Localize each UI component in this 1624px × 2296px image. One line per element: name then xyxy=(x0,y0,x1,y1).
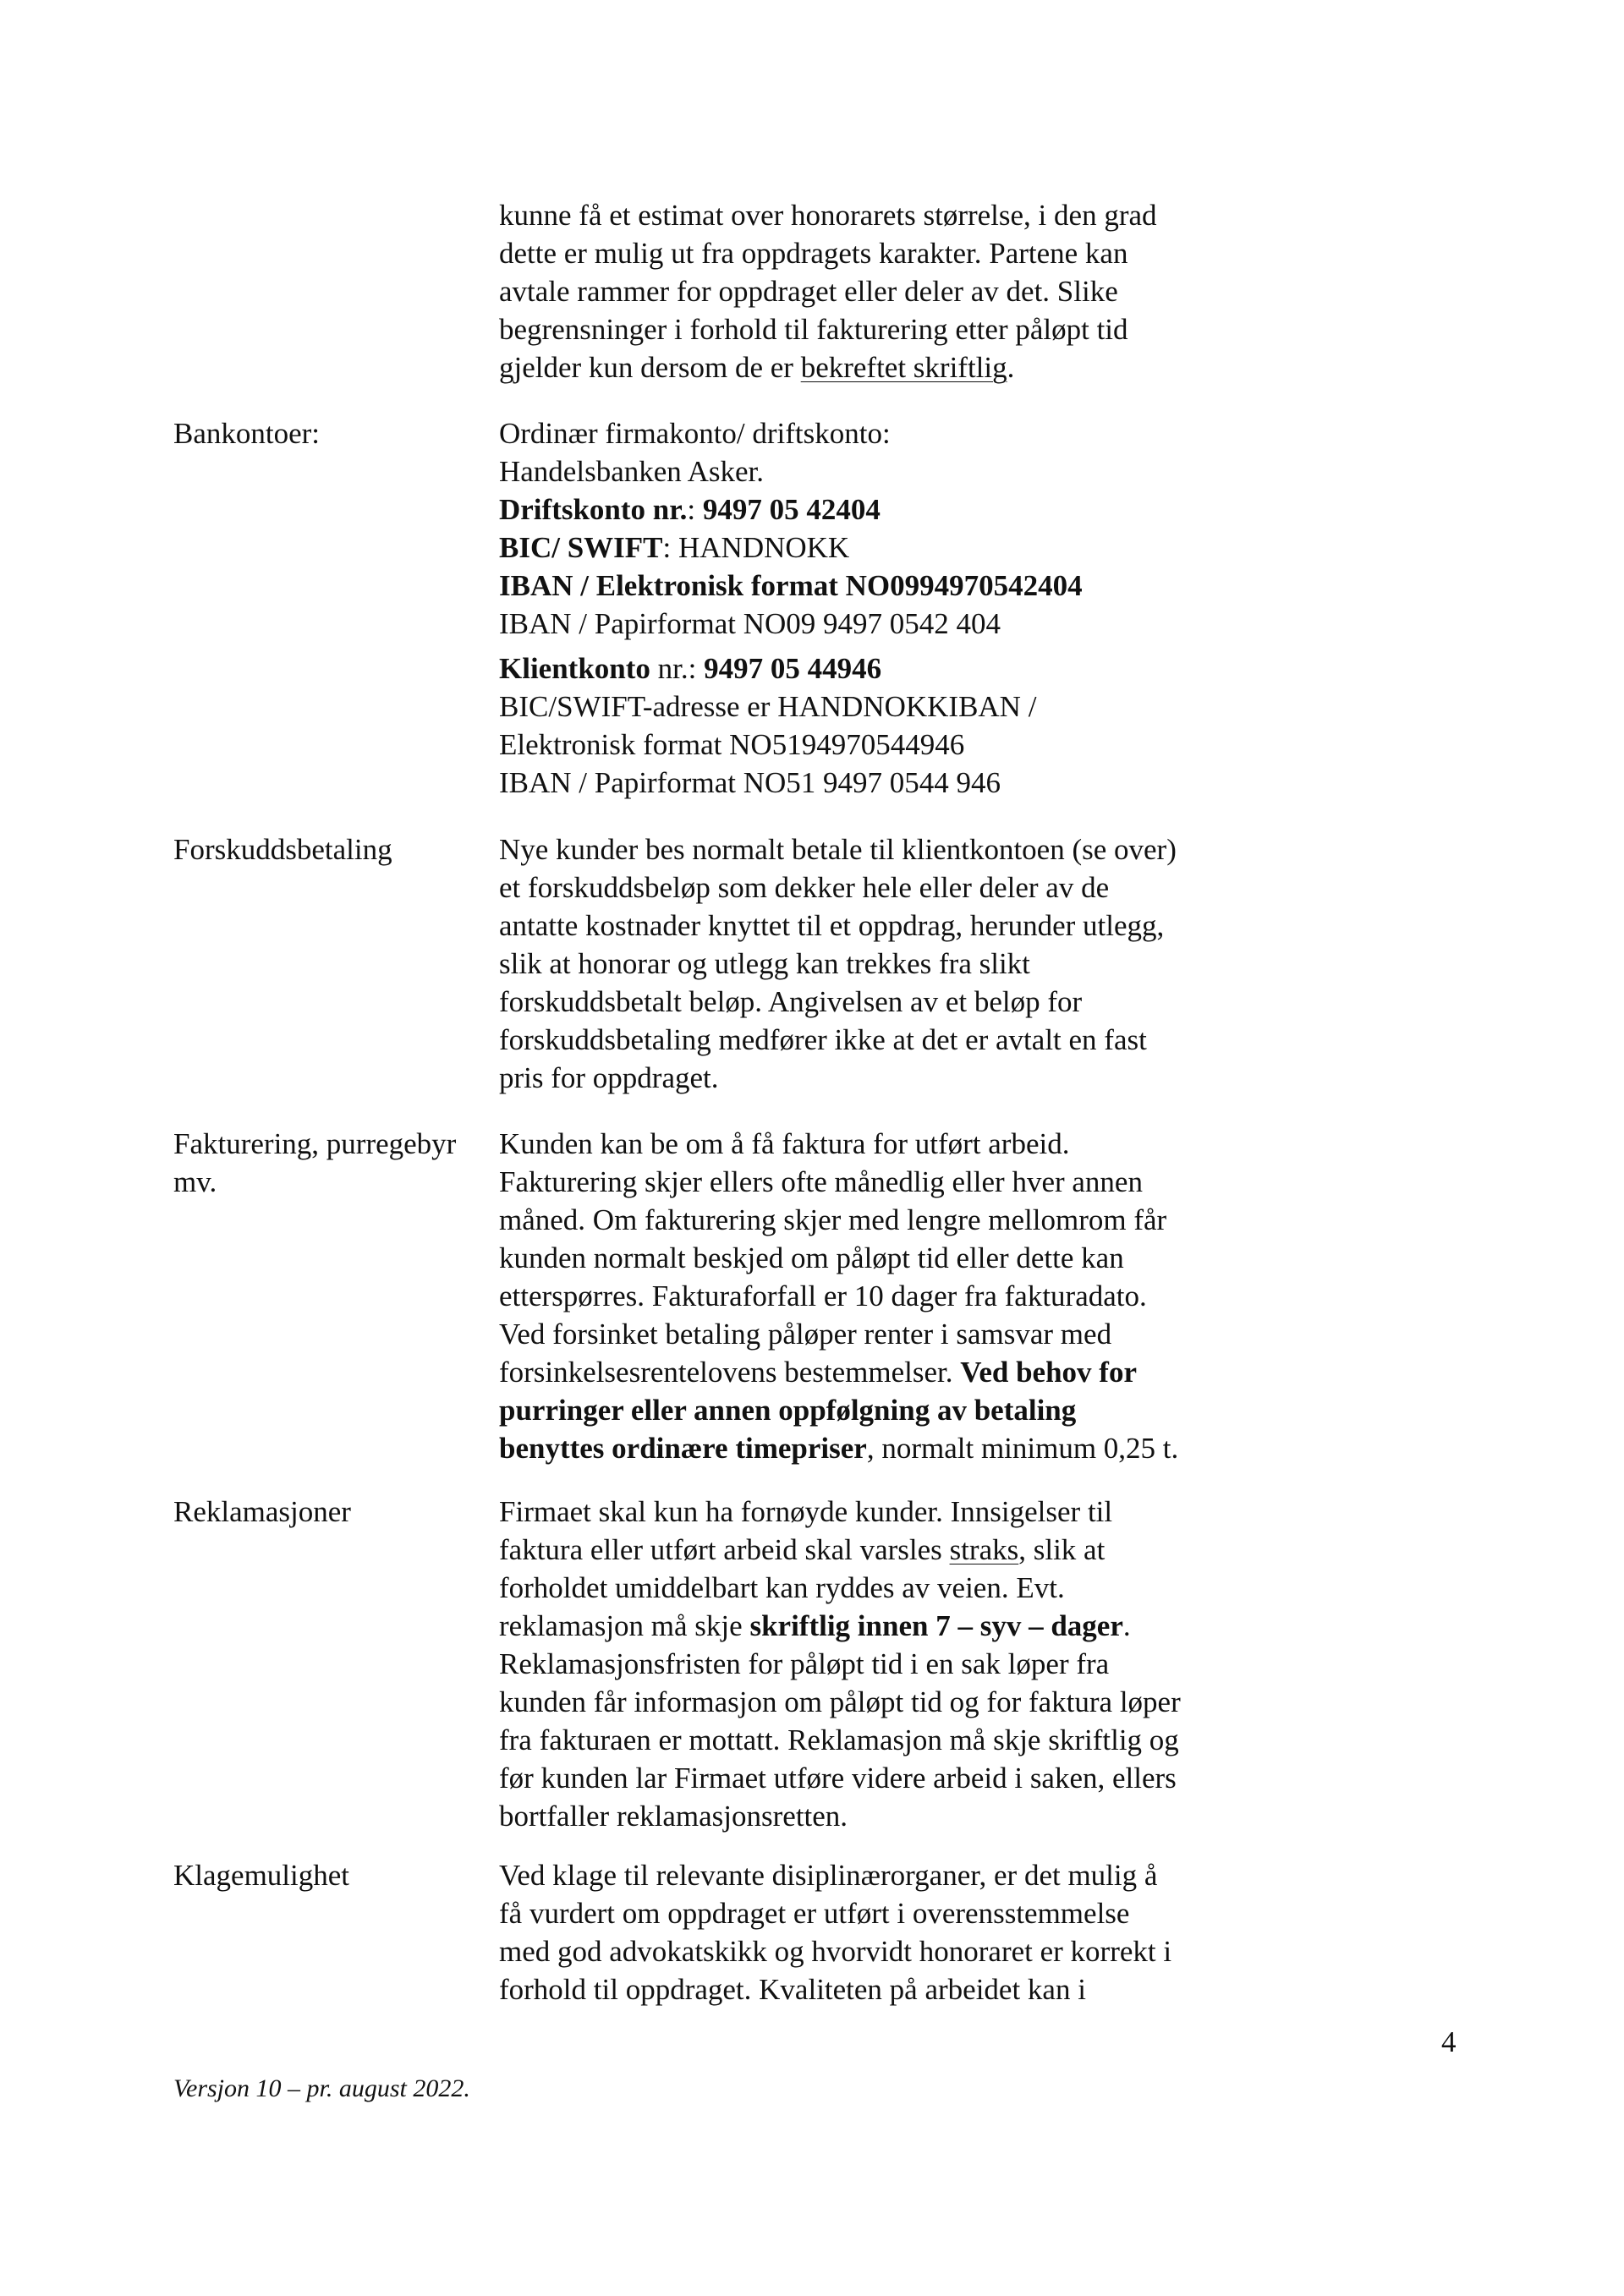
client-account-line xyxy=(499,649,1036,688)
section-label-fakturering xyxy=(173,1125,456,1201)
underlined-text: bekreftet skriftlig xyxy=(800,351,1007,384)
label-line: Fakturering, purregebyr xyxy=(173,1127,457,1160)
bic-line xyxy=(499,529,1083,567)
text-line xyxy=(499,1531,1181,1569)
text-fragment: , slik at xyxy=(1018,1533,1106,1566)
text-line: måned. Om fakturering skjer med lengre mellomrom får xyxy=(499,1203,1167,1236)
text-line: avtale rammer for oppdraget eller deler av det. Slike xyxy=(499,275,1118,308)
text-line: Ordinær firmakonto/ driftskonto: xyxy=(499,417,891,450)
text-line: Fakturering skjer ellers ofte månedlig eller hver annen xyxy=(499,1165,1143,1198)
text-line: få vurdert om oppdraget er utført i overensstemmelse xyxy=(499,1897,1130,1930)
text-line: kunden får informasjon om påløpt tid og for faktura løper xyxy=(499,1685,1181,1718)
section-label-klage: Klagemulighet xyxy=(173,1859,350,1892)
text-line: dette er mulig ut fra oppdragets karakter. Partene kan xyxy=(499,237,1128,270)
intro-paragraph xyxy=(499,196,1157,386)
text-line xyxy=(499,1353,1178,1391)
client-account-section xyxy=(499,649,1036,802)
text-fragment: . xyxy=(1122,1609,1131,1642)
text-line: et forskuddsbeløp som dekker hele eller deler av de xyxy=(499,871,1110,904)
text-line: Ved forsinket betaling påløper renter i samsvar med xyxy=(499,1318,1112,1351)
bold-text: Ved behov for xyxy=(960,1356,1137,1389)
bank-section xyxy=(499,414,1083,643)
text-line: Nye kunder bes normalt betale til klientkontoen (se over) xyxy=(499,833,1177,866)
text-fragment: nr.: xyxy=(650,652,705,685)
text-fragment: : HANDNOKK xyxy=(662,531,850,564)
fakturering-section xyxy=(499,1125,1178,1467)
text-line: Reklamasjonsfristen for påløpt tid i en sak løper fra xyxy=(499,1647,1110,1680)
section-label-forskudd: Forskuddsbetaling xyxy=(173,833,392,866)
text-line xyxy=(499,348,1157,386)
bold-text-line: purringer eller annen oppfølgning av betaling xyxy=(499,1394,1077,1427)
iban-paper-line: IBAN / Papirformat NO09 9497 0542 404 xyxy=(499,607,1001,640)
text-line: kunne få et estimat over honorarets størrelse, i den grad xyxy=(499,199,1157,232)
page-number: 4 xyxy=(1441,2025,1457,2058)
bic-label: BIC/ SWIFT xyxy=(499,531,663,564)
forskudd-section xyxy=(499,830,1177,1097)
drifts-account-label: Driftskonto nr. xyxy=(499,493,688,526)
client-account-number: 9497 05 44946 xyxy=(704,652,882,685)
client-account-label: Klientkonto xyxy=(499,652,650,685)
text-line: bortfaller reklamasjonsretten. xyxy=(499,1800,848,1833)
text-fragment: faktura eller utført arbeid skal varsles xyxy=(499,1533,950,1566)
text-line: Firmaet skal kun ha fornøyde kunder. Innsigelser til xyxy=(499,1495,1113,1528)
text-line: Kunden kan be om å få faktura for utført arbeid. xyxy=(499,1127,1070,1160)
text-fragment: . xyxy=(1007,351,1015,384)
text-line: IBAN / Papirformat NO51 9497 0544 946 xyxy=(499,766,1001,799)
reklamasjoner-section xyxy=(499,1493,1181,1835)
text-line: kunden normalt beskjed om påløpt tid eller dette kan xyxy=(499,1241,1124,1274)
footer-version: Versjon 10 – pr. august 2022. xyxy=(173,2074,470,2102)
text-line: Handelsbanken Asker. xyxy=(499,455,764,488)
text-line: forholdet umiddelbart kan ryddes av veien. Evt. xyxy=(499,1571,1065,1604)
bold-text: skriftlig innen 7 – syv – dager xyxy=(749,1609,1123,1642)
text-line: forhold til oppdraget. Kvaliteten på arbeidet kan i xyxy=(499,1973,1086,2006)
label-line: mv. xyxy=(173,1165,217,1198)
drifts-account-number: 9497 05 42404 xyxy=(702,493,881,526)
text-fragment: gjelder kun dersom de er xyxy=(499,351,801,384)
text-fragment: reklamasjon må skje xyxy=(499,1609,750,1642)
text-line xyxy=(499,1429,1178,1467)
text-line: antatte kostnader knyttet til et oppdrag, herunder utlegg, xyxy=(499,909,1165,942)
text-line xyxy=(499,1607,1181,1645)
iban-electronic-line: IBAN / Elektronisk format NO0994970542404 xyxy=(499,569,1083,602)
bold-text: benyttes ordinære timepriser xyxy=(499,1432,867,1465)
text-fragment: : xyxy=(687,493,703,526)
text-line: Elektronisk format NO5194970544946 xyxy=(499,728,965,761)
text-line: fra fakturaen er mottatt. Reklamasjon må skje skriftlig og xyxy=(499,1723,1179,1756)
text-line: pris for oppdraget. xyxy=(499,1061,719,1094)
underlined-text: straks xyxy=(949,1533,1019,1566)
drifts-account-line xyxy=(499,490,1083,529)
text-line: begrensninger i forhold til fakturering etter påløpt tid xyxy=(499,313,1128,346)
text-fragment: forsinkelsesrentelovens bestemmelser. xyxy=(499,1356,961,1389)
text-line: før kunden lar Firmaet utføre videre arbeid i saken, ellers xyxy=(499,1762,1177,1795)
section-label-bank: Bankontoer: xyxy=(173,417,321,450)
text-line: med god advokatskikk og hvorvidt honoraret er korrekt i xyxy=(499,1935,1172,1968)
text-line: forskuddsbetaling medfører ikke at det er avtalt en fast xyxy=(499,1023,1147,1056)
section-label-reklamasjoner: Reklamasjoner xyxy=(173,1495,351,1528)
text-line: BIC/SWIFT-adresse er HANDNOKKIBAN / xyxy=(499,690,1037,723)
klage-section xyxy=(499,1856,1171,2008)
text-line: Ved klage til relevante disiplinærorganer, er det mulig å xyxy=(499,1859,1158,1892)
text-line: forskuddsbetalt beløp. Angivelsen av et beløp for xyxy=(499,985,1083,1018)
text-line: etterspørres. Fakturaforfall er 10 dager fra fakturadato. xyxy=(499,1280,1147,1312)
text-line: slik at honorar og utlegg kan trekkes fra slikt xyxy=(499,947,1030,980)
text-fragment: , normalt minimum 0,25 t. xyxy=(866,1432,1179,1465)
